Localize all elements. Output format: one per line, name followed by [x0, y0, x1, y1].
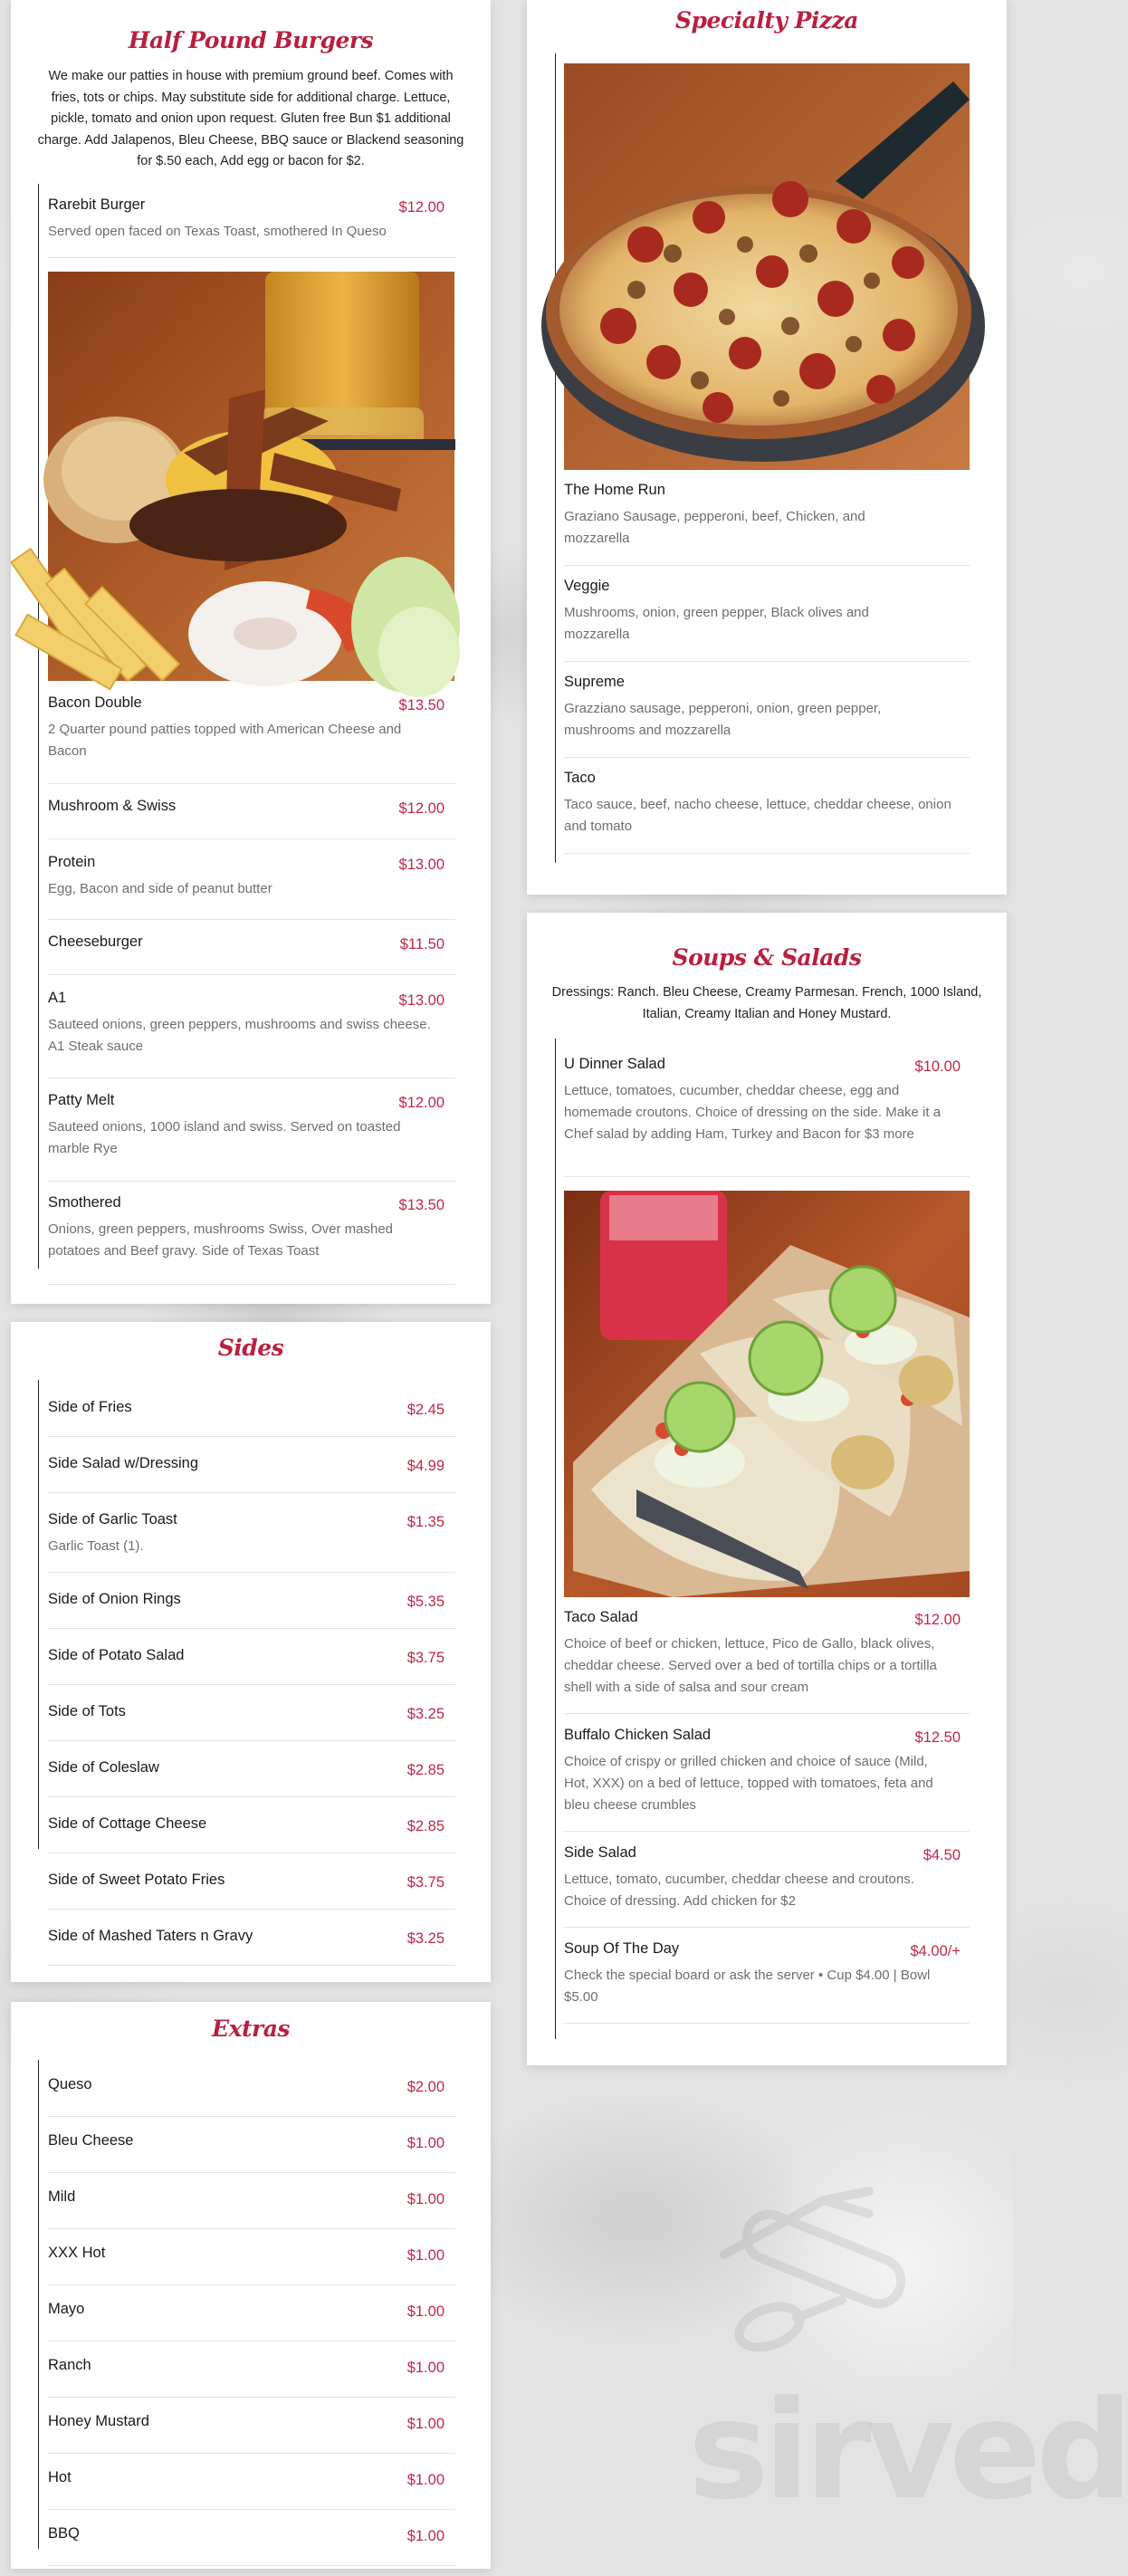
menu-item-side-salad-dressing[interactable]: [48, 1453, 455, 1493]
item-name: Smothered: [48, 1194, 121, 1211]
menu-item-side-of-fries[interactable]: [48, 1397, 455, 1437]
item-name: Protein: [48, 854, 96, 870]
item-name: A1: [48, 990, 67, 1006]
item-price: $1.35: [406, 1514, 445, 1530]
menu-item-veggie[interactable]: [564, 576, 970, 662]
menu-item-side-sweet-potato-fries[interactable]: [48, 1870, 455, 1910]
item-desc: Lettuce, tomato, cucumber, cheddar cheese and croutons. Choice of dressing. Add chicken for $2: [564, 1872, 914, 1909]
item-name: Side of Garlic Toast: [48, 1511, 177, 1527]
item-name: Supreme: [564, 674, 625, 690]
item-price: $13.50: [398, 697, 445, 713]
menu-item-honey-mustard[interactable]: [48, 2411, 455, 2454]
tacos-photo: [564, 1191, 970, 1597]
extras-card: [11, 2002, 491, 2569]
item-name: Bacon Double: [48, 694, 142, 711]
item-price: $10.00: [914, 1058, 961, 1075]
item-name: Ranch: [48, 2357, 91, 2373]
menu-item-bacon-double[interactable]: [48, 693, 455, 784]
sides-rule: [38, 1380, 39, 1849]
burger-image: [48, 272, 454, 681]
item-price: $12.00: [398, 199, 445, 215]
burgers-title: Half Pound Burgers: [128, 27, 374, 53]
sirved-watermark: sirved: [688, 2372, 1128, 2530]
pizza-photo: [564, 63, 970, 470]
menu-item-bleu-cheese[interactable]: [48, 2131, 455, 2173]
item-name: Side of Sweet Potato Fries: [48, 1872, 225, 1888]
soups-salads-intro: Dressings: Ranch. Bleu Cheese, Creamy Parmesan. French, 1000 Island, Italian, Creamy Italian and Honey Mustard.: [551, 985, 982, 1021]
item-price: $13.00: [398, 992, 445, 1009]
item-price: $2.45: [406, 1402, 445, 1418]
item-name: Side Salad: [564, 1844, 636, 1861]
item-name: Side of Tots: [48, 1703, 126, 1719]
item-name: Soup Of The Day: [564, 1940, 680, 1957]
menu-item-rarebit-burger[interactable]: [48, 195, 455, 258]
soups-salads-card: [527, 913, 1007, 2065]
menu-item-protein[interactable]: [48, 852, 455, 920]
burgers-card: [11, 0, 491, 1304]
menu-item-taco-salad[interactable]: [564, 1607, 970, 1714]
item-desc: Served open faced on Texas Toast, smothered In Queso: [48, 224, 387, 239]
item-desc: Graziano Sausage, pepperoni, beef, Chicken, and mozzarella: [564, 509, 865, 546]
item-name: Veggie: [564, 578, 610, 594]
menu-item-u-dinner-salad[interactable]: [564, 1054, 970, 1177]
menu-item-taco-pizza[interactable]: [564, 768, 970, 854]
item-price: $4.00/+: [910, 1943, 961, 1959]
tacos-image: [564, 1191, 970, 1597]
item-desc: Choice of beef or chicken, lettuce, Pico de Gallo, black olives, cheddar cheese. Served over a bed of tortilla chips or a tortilla shell with a side of salsa and sour cream: [564, 1636, 937, 1695]
menu-item-a1[interactable]: [48, 988, 455, 1078]
sides-card: [11, 1322, 491, 1982]
menu-item-side-mashed-taters[interactable]: [48, 1926, 455, 1966]
item-price: $1.00: [406, 2416, 445, 2432]
item-price: $13.00: [398, 857, 445, 873]
item-desc: Choice of crispy or grilled chicken and choice of sauce (Mild, Hot, XXX) on a bed of lettuce, topped with tomatoes, feta and bleu cheese crumbles: [564, 1754, 933, 1813]
item-price: $1.00: [406, 2247, 445, 2264]
item-name: Side of Mashed Taters n Gravy: [48, 1928, 253, 1944]
menu-item-side-cottage-cheese[interactable]: [48, 1814, 455, 1853]
item-price: $12.00: [398, 1095, 445, 1111]
item-price: $12.00: [398, 800, 445, 817]
item-price: $1.00: [406, 2360, 445, 2376]
item-name: Buffalo Chicken Salad: [564, 1727, 712, 1743]
menu-item-supreme[interactable]: [564, 672, 970, 758]
item-price: $2.00: [406, 2079, 445, 2095]
menu-item-smothered[interactable]: [48, 1192, 455, 1285]
item-name: Rarebit Burger: [48, 196, 146, 213]
item-price: $1.00: [406, 2528, 445, 2544]
item-desc: Onions, green peppers, mushrooms Swiss, Over mashed potatoes and Beef gravy. Side of Texas Toast: [48, 1221, 393, 1259]
menu-item-cheeseburger[interactable]: [48, 932, 455, 975]
menu-item-patty-melt[interactable]: [48, 1090, 455, 1182]
item-name: The Home Run: [564, 482, 665, 498]
item-name: U Dinner Salad: [564, 1056, 665, 1072]
item-price: $1.00: [406, 2472, 445, 2488]
item-desc: Sauteed onions, green peppers, mushrooms and swiss cheese. A1 Steak sauce: [48, 1017, 431, 1054]
menu-item-hot[interactable]: [48, 2467, 455, 2510]
item-name: Side of Onion Rings: [48, 1591, 181, 1607]
item-name: Side Salad w/Dressing: [48, 1455, 198, 1471]
item-desc: Lettuce, tomatoes, cucumber, cheddar cheese, egg and homemade croutons. Choice of dressing on the side. Make it a Chef salad by adding Ham, Turkey and Bacon for $3 more: [564, 1083, 942, 1142]
item-name: Taco: [564, 770, 596, 786]
menu-item-the-home-run[interactable]: [564, 480, 970, 566]
burgers-intro: We make our patties in house with premium ground beef. Comes with fries, tots or chips. May substitute side for additional charge. Lettuce, pickle, tomato and onion upon request. Gluten free Bun $1 additional charge. Add Jalapenos, Bleu Cheese, BBQ sauce or Blackend seasoning for $.50 each, Add egg or bacon for $2.: [37, 69, 464, 168]
sides-title: Sides: [217, 1335, 284, 1361]
extras-rule: [38, 2060, 39, 2549]
item-name: Cheeseburger: [48, 934, 143, 950]
fork-knife-spoon-icon: [688, 2155, 942, 2363]
burger-photo: [48, 272, 454, 681]
menu-item-xxx-hot[interactable]: [48, 2243, 455, 2285]
extras-title: Extras: [212, 2016, 290, 2042]
menu-item-ranch[interactable]: [48, 2355, 455, 2398]
item-price: $1.00: [406, 2191, 445, 2207]
item-desc: Sauteed onions, 1000 island and swiss. Served on toasted marble Rye: [48, 1119, 401, 1156]
burgers-rule: [38, 184, 39, 1269]
item-price: $3.25: [406, 1930, 445, 1947]
item-desc: Grazziano sausage, pepperoni, onion, green pepper, mushrooms and mozzarella: [564, 701, 882, 738]
item-name: Bleu Cheese: [48, 2132, 134, 2149]
item-name: Mayo: [48, 2301, 85, 2317]
pizza-image: [564, 63, 970, 470]
item-name: Queso: [48, 2076, 92, 2092]
item-price: $5.35: [406, 1594, 445, 1610]
menu-item-side-onion-rings[interactable]: [48, 1589, 455, 1629]
item-name: Hot: [48, 2469, 72, 2485]
item-desc: 2 Quarter pound patties topped with American Cheese and Bacon: [48, 722, 402, 759]
menu-item-side-salad[interactable]: [564, 1843, 970, 1928]
soups-salads-title: Soups & Salads: [672, 944, 862, 971]
item-name: Patty Melt: [48, 1092, 115, 1108]
item-desc: Check the special board or ask the server • Cup $4.00 | Bowl $5.00: [564, 1968, 931, 2005]
item-price: $4.50: [922, 1847, 961, 1863]
item-desc: Taco sauce, beef, nacho cheese, lettuce, cheddar cheese, onion and tomato: [564, 797, 951, 834]
item-price: $1.00: [406, 2303, 445, 2320]
item-name: Taco Salad: [564, 1609, 638, 1625]
menu-item-mild[interactable]: [48, 2187, 455, 2229]
menu-item-mayo[interactable]: [48, 2299, 455, 2341]
item-price: $1.00: [406, 2135, 445, 2151]
item-desc: Mushrooms, onion, green pepper, Black olives and mozzarella: [564, 605, 869, 642]
soups-salads-rule: [555, 1039, 556, 2039]
item-name: Mushroom & Swiss: [48, 798, 177, 814]
item-price: $4.99: [406, 1458, 445, 1474]
item-price: $3.75: [406, 1650, 445, 1666]
item-desc: Egg, Bacon and side of peanut butter: [48, 881, 272, 896]
menu-item-bbq[interactable]: [48, 2523, 455, 2566]
item-name: Mild: [48, 2188, 76, 2205]
item-desc: Garlic Toast (1).: [48, 1538, 144, 1554]
item-name: Side of Potato Salad: [48, 1647, 185, 1663]
item-price: $2.85: [406, 1818, 445, 1834]
menu-item-side-garlic-toast[interactable]: [48, 1509, 455, 1573]
menu-item-side-potato-salad[interactable]: [48, 1645, 455, 1685]
item-name: Side of Coleslaw: [48, 1759, 159, 1776]
item-name: BBQ: [48, 2525, 80, 2542]
menu-item-soup-of-the-day[interactable]: [564, 1939, 970, 2024]
item-price: $12.50: [914, 1729, 961, 1746]
menu-item-buffalo-chicken-salad[interactable]: [564, 1725, 970, 1832]
item-name: Side of Cottage Cheese: [48, 1815, 207, 1832]
item-price: $2.85: [406, 1762, 445, 1778]
item-price: $12.00: [914, 1612, 961, 1628]
item-name: Side of Fries: [48, 1399, 132, 1415]
pizza-card: [527, 0, 1007, 895]
item-price: $3.75: [406, 1874, 445, 1891]
menu-item-queso[interactable]: [48, 2074, 455, 2117]
item-price: $13.50: [398, 1197, 445, 1213]
item-name: Honey Mustard: [48, 2413, 149, 2429]
pizza-rule: [555, 53, 556, 863]
item-price: $3.25: [406, 1706, 445, 1722]
pizza-title: Specialty Pizza: [674, 7, 859, 34]
menu-item-side-coleslaw[interactable]: [48, 1757, 455, 1797]
menu-item-side-tots[interactable]: [48, 1701, 455, 1741]
menu-item-mushroom-swiss[interactable]: [48, 796, 455, 839]
item-name: XXX Hot: [48, 2245, 106, 2261]
item-price: $11.50: [399, 936, 445, 953]
